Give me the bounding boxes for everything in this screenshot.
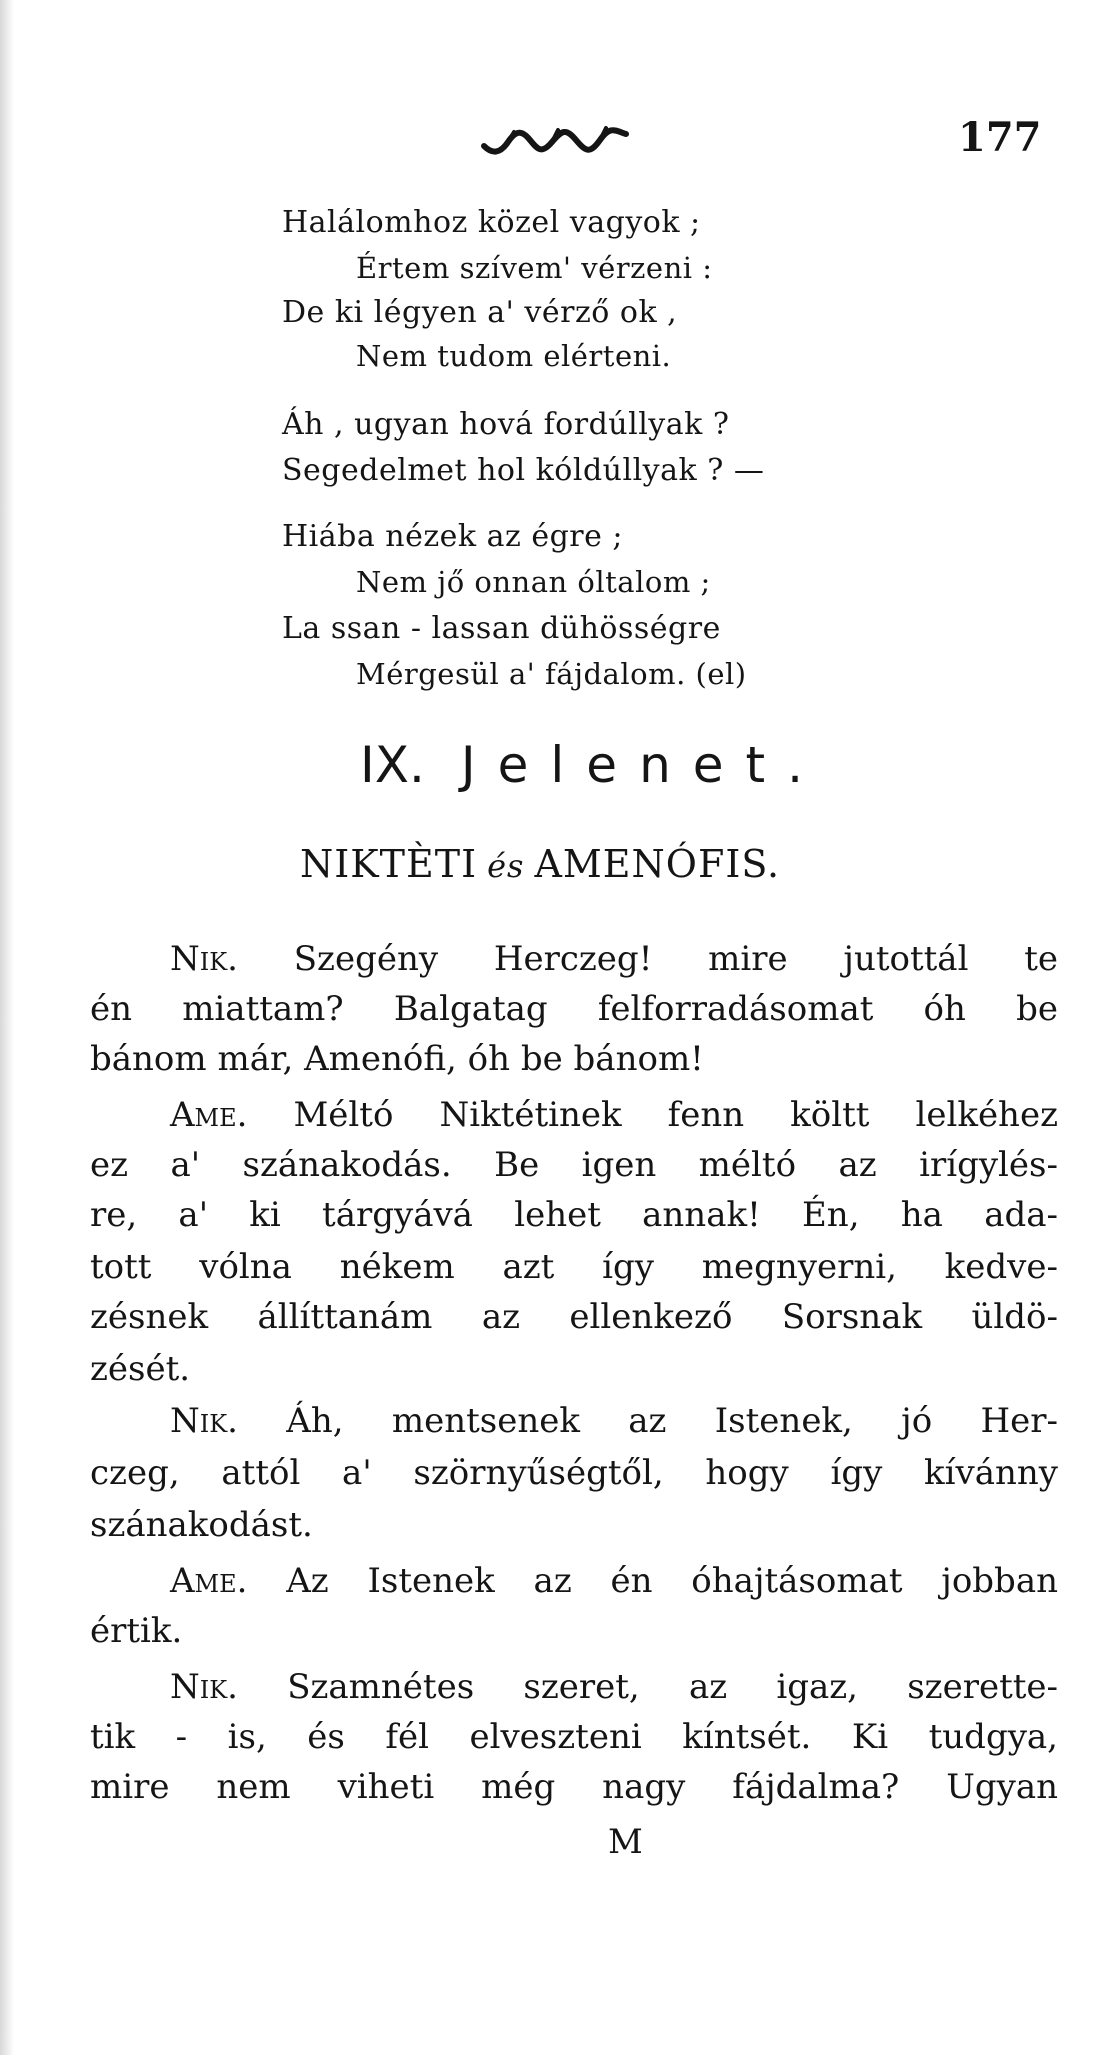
speaker-label: Nik. — [170, 1401, 238, 1441]
verse-line: Értem szívem' vérzeni : — [356, 251, 713, 285]
dialogue-line: tott vólna nékem azt így megnyerni, kedve- — [90, 1247, 1058, 1287]
dialogue-line: szánakodást. — [90, 1505, 313, 1545]
page-number: 177 — [958, 114, 1042, 161]
dialogue-line: én miattam? Balgatag felforradásomat óh be — [90, 989, 1058, 1029]
verse-line: Nem tudom elérteni. — [356, 339, 672, 373]
character-name: NIKTÈTI — [300, 842, 478, 886]
dialogue-line: czeg, attól a' szörnyűségtől, hogy így kívánny — [90, 1453, 1058, 1493]
dialogue-line — [170, 1667, 1058, 1707]
verse-line: Halálomhoz közel vagyok ; — [282, 205, 701, 240]
dialogue-line — [170, 1401, 1058, 1441]
character-name: AMENÓFIS. — [534, 842, 781, 886]
dialogue-line — [170, 1561, 1058, 1601]
dialogue-line: tik - is, és fél elveszteni kíntsét. Ki tudgya, — [90, 1717, 1058, 1757]
verse-line: De ki légyen a' vérző ok , — [282, 295, 678, 330]
verse-line: Segedelmet hol kóldúllyak ? — — [282, 453, 765, 488]
verse-line: Nem jő onnan óltalom ; — [356, 565, 711, 599]
scene-word: Jelenet. — [460, 736, 826, 794]
dialogue-line: mire nem viheti még nagy fájdalma? Ugyan — [90, 1767, 1058, 1807]
speaker-label: Nik. — [170, 939, 238, 979]
dialogue-text: Szegény Herczeg! mire jutottál te — [237, 939, 1058, 979]
dialogue-line — [170, 1095, 1058, 1135]
dialogue-text: Méltó Niktétinek fenn költt lelkéhez — [247, 1095, 1058, 1135]
dialogue-text: Szamnétes szeret, az igaz, szerette- — [237, 1667, 1058, 1707]
dialogue-text: Áh, mentsenek az Istenek, jó Her- — [237, 1401, 1058, 1441]
speaker-label: Ame. — [170, 1561, 248, 1601]
catchword: M — [608, 1822, 643, 1862]
page-edge-shadow — [0, 0, 14, 2055]
dialogue-line — [170, 939, 1058, 979]
dialogue-line: ez a' szánakodás. Be igen méltó az irígylés- — [90, 1145, 1058, 1185]
header-ornament-icon — [480, 120, 630, 160]
speaker-label: Nik. — [170, 1667, 238, 1707]
dialogue-line: zésnek állíttanám az ellenkező Sorsnak üldö- — [90, 1297, 1058, 1337]
conjunction: és — [487, 847, 525, 885]
dialogue-line: zését. — [90, 1349, 191, 1389]
verse-line: Hiába nézek az égre ; — [282, 519, 624, 554]
speaker-label: Ame. — [170, 1095, 248, 1135]
dialogue-line: re, a' ki tárgyává lehet annak! Én, ha ada- — [90, 1195, 1058, 1235]
dialogue-line: bánom már, Amenófi, óh be bánom! — [90, 1039, 704, 1079]
character-list — [300, 842, 781, 886]
dialogue-text: Az Istenek az én óhajtásomat jobban — [247, 1561, 1058, 1601]
scene-number: IX. — [360, 736, 425, 794]
dialogue-line: értik. — [90, 1611, 183, 1651]
scene-heading — [360, 736, 826, 794]
verse-line: Áh , ugyan hová fordúllyak ? — [282, 407, 730, 442]
verse-line: La ssan - lassan dühösségre — [282, 611, 721, 646]
verse-line: Mérgesül a' fájdalom. (el) — [356, 657, 747, 691]
